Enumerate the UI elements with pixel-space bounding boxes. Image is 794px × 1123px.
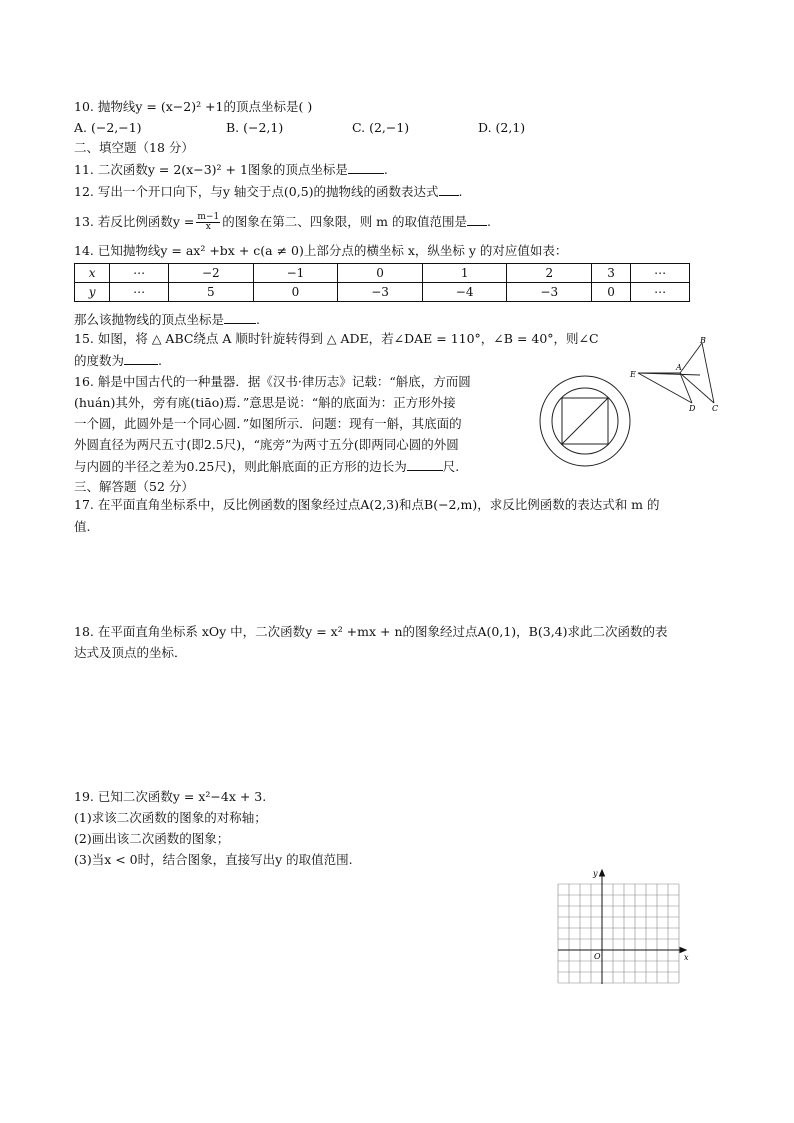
q11: 11. 二次函数y = 2(x−3)² + 1图象的顶点坐标是 .	[74, 162, 388, 177]
table-cell: 3	[592, 264, 631, 283]
q18-line2: 达式及顶点的坐标．	[74, 645, 187, 660]
q10-option-d: D. (2,1)	[478, 120, 526, 135]
table-cell: ⋯	[110, 264, 169, 283]
table-row-y	[75, 283, 690, 302]
coordinate-grid-figure	[548, 866, 694, 990]
table-cell: 1	[422, 264, 507, 283]
answer-blank	[224, 311, 256, 324]
table-cell: 0	[253, 283, 338, 302]
table-cell: −3	[507, 283, 592, 302]
section-fill-in-heading: 二、填空题（18 分）	[74, 140, 194, 155]
table-cell: ⋯	[631, 264, 690, 283]
table-cell: x	[75, 264, 110, 283]
q13-pre: 13. 若反比例函数y =	[74, 214, 195, 229]
q19-part-3: (3)当x < 0时，结合图象，直接写出y 的取值范围.	[74, 852, 353, 867]
q19-part-1: (1)求该二次函数的图象的对称轴；	[74, 810, 267, 825]
section-solve-heading: 三、解答题（52 分）	[74, 479, 194, 494]
q10-stem: 10. 抛物线y = (x−2)² +1的顶点坐标是( )	[74, 99, 313, 114]
q10-option-a: A. (−2,−1)	[74, 120, 142, 135]
value-table	[74, 263, 690, 302]
axis-label-x: x	[684, 953, 689, 962]
q13-post: 的图象在第二、四象限，则 m 的取值范围是	[222, 214, 467, 229]
q16-last-line: 与内圆的半径之差为0.25尺)，则此斛底面的正方形的边长为 尺.	[74, 459, 460, 474]
q19-stem: 19. 已知二次函数y = x²−4x + 3.	[74, 789, 267, 804]
q11-text: 11. 二次函数y = 2(x−3)² + 1图象的顶点坐标是	[74, 162, 348, 177]
hu-vessel-figure	[538, 374, 632, 468]
answer-blank	[348, 161, 384, 174]
q12: 12. 写出一个开口向下，与y 轴交于点(0,5)的抛物线的函数表达式 .	[74, 184, 463, 199]
q16-line: 16. 斛是中国古代的一种量器．据《汉书·律历志》记载：“斛底，方而圆	[74, 374, 471, 389]
fraction-numerator: m−1	[197, 212, 220, 222]
table-cell: −3	[338, 283, 423, 302]
answer-blank	[439, 183, 459, 196]
q15-line1: 15. 如图，将 △ ABC绕点 A 顺时针旋转得到 △ ADE，若∠DAE = 110°，∠B = 40°，则∠C	[74, 331, 599, 346]
vertex-label-b: B	[700, 336, 706, 345]
q19-part-2: (2)画出该二次函数的图象；	[74, 831, 230, 846]
table-cell: 2	[507, 264, 592, 283]
vertex-label-a: A	[676, 363, 682, 372]
vertex-label-d: D	[689, 404, 696, 413]
q14-tail: 那么该抛物线的顶点坐标是 .	[74, 312, 260, 327]
table-cell: ⋯	[631, 283, 690, 302]
q10-option-c: C. (2,−1)	[352, 120, 410, 135]
q12-text: 12. 写出一个开口向下，与y 轴交于点(0,5)的抛物线的函数表达式	[74, 184, 439, 199]
fraction	[196, 213, 220, 232]
answer-blank	[467, 213, 487, 226]
answer-blank	[124, 352, 158, 365]
table-cell: ⋯	[110, 283, 169, 302]
origin-label: O	[594, 952, 601, 961]
q13: 13. 若反比例函数y = $\frac{m-1}{x}$ 的图象在第二、四象限，则 m 的取值范围是 .	[74, 212, 491, 232]
q18-line1: 18. 在平面直角坐标系 xOy 中，二次函数y = x² +mx + n的图象经过点A(0,1)，B(3,4)求此二次函数的表	[74, 624, 668, 639]
q16-line: 外圆直径为两尺五寸(即2.5尺)，“庣旁”为两寸五分(即两同心圆的外圆	[74, 437, 459, 452]
vertex-label-c: C	[712, 404, 719, 413]
table-cell: −1	[253, 264, 338, 283]
q17-line1: 17. 在平面直角坐标系中，反比例函数的图象经过点A(2,3)和点B(−2,m)，求反比例函数的表达式和 m 的	[74, 497, 660, 512]
table-cell: −2	[169, 264, 254, 283]
q10-option-b: B. (−2,1)	[226, 120, 284, 135]
table-cell: −4	[422, 283, 507, 302]
rotation-triangle-figure	[626, 335, 722, 417]
table-row-x	[75, 264, 690, 283]
q17-line2: 值.	[74, 519, 91, 534]
axis-label-y: y	[593, 869, 598, 878]
table-cell: 0	[338, 264, 423, 283]
table-cell: y	[75, 283, 110, 302]
q16-line: 一个圆，此圆外是一个同心圆．”如图所示．问题：现有一斛，其底面的	[74, 416, 462, 431]
q15-line2: 的度数为 .	[74, 353, 162, 368]
vertex-label-e: E	[630, 370, 636, 379]
q16-line: (huán)其外，旁有庣(tiāo)焉．”意思是说：“斛的底面为：正方形外接	[74, 395, 456, 410]
fraction-denominator: x	[205, 222, 211, 232]
table-cell: 5	[169, 283, 254, 302]
answer-blank	[407, 458, 443, 471]
table-cell: 0	[592, 283, 631, 302]
q14-stem: 14. 已知抛物线y = ax² +bx + c(a ≠ 0)上部分点的横坐标 x，纵坐标 y 的对应值如表：	[74, 243, 568, 258]
